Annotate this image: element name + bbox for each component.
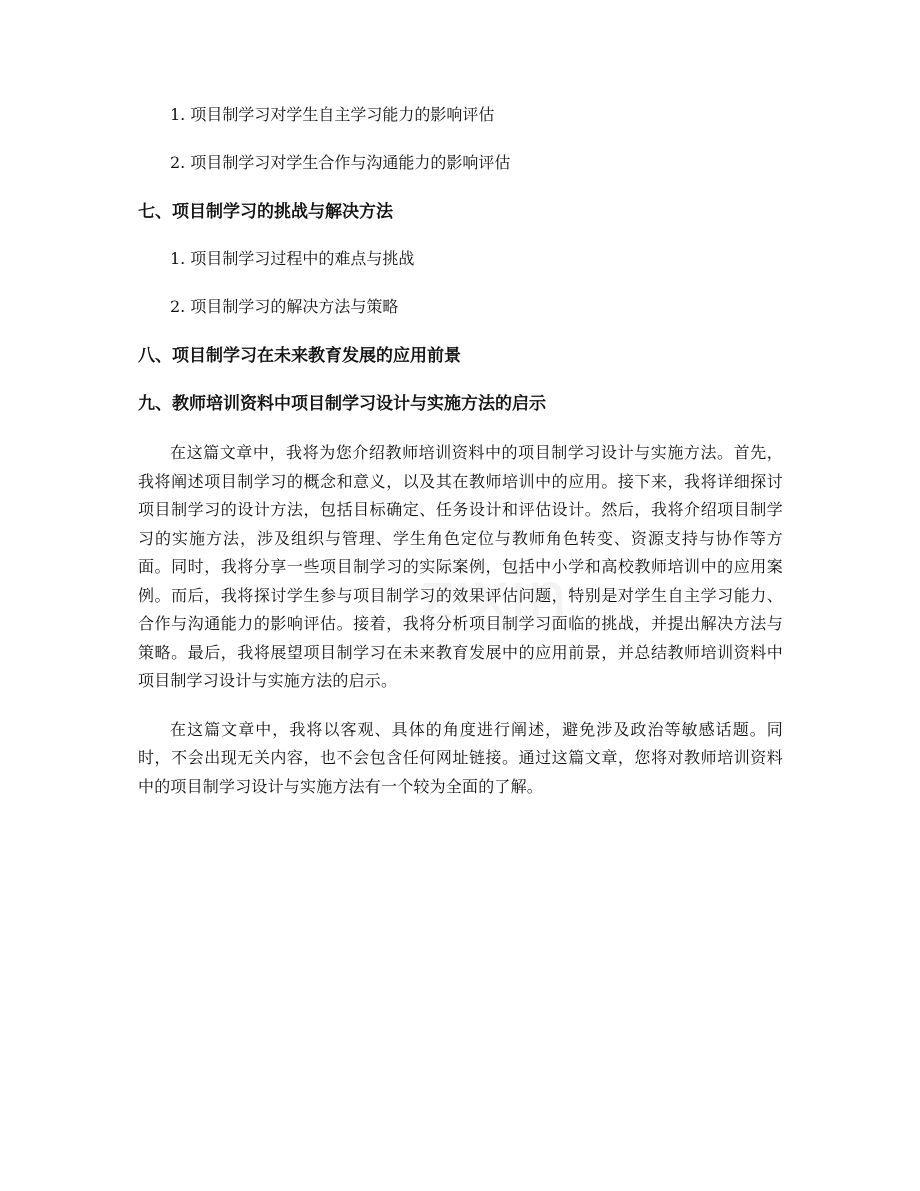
watermark: zixin (420, 560, 568, 634)
sub-item-cooperation-evaluation: 2. 项目制学习对学生合作与沟通能力的影响评估 (170, 153, 511, 172)
section-heading-8: 八、项目制学习在未来教育发展的应用前景 (138, 346, 461, 366)
sub-item-difficulties: 1. 项目制学习过程中的难点与挑战 (170, 249, 415, 268)
sub-item-solutions: 2. 项目制学习的解决方法与策略 (170, 297, 399, 316)
sub-item-self-learning-evaluation: 1. 项目制学习对学生自主学习能力的影响评估 (170, 105, 495, 124)
body-paragraph-overview: 在这篇文章中，我将为您介绍教师培训资料中的项目制学习设计与实施方法。首先，我将阐述项目制学习的概念和意义，以及其在教师培训中的应用。接下来，我将详细探讨项目制学习的设计方法，包括目标确定、任务设计和评估设计。然后，我将介绍项目制学习的实施方法，涉及组织与管理、学生角色定位与教师角色转变、资源支持与协作等方面。同时，我将分享一些项目制学习的实际案例，包括中小学和高校教师培训中的应用案例。而后，我将探讨学生参与项目制学习的效果评估问题，特别是对学生自主学习能力、合作与沟通能力的影响评估。接着，我将分析项目制学习面临的挑战，并提出解决方法与策略。最后，我将展望项目制学习在未来教育发展中的应用前景，并总结教师培训资料中项目制学习设计与实施方法的启示。 (138, 443, 783, 690)
body-paragraph-scope: 在这篇文章中，我将以客观、具体的角度进行阐述，避免涉及政治等敏感话题。同时，不会出现无关内容，也不会包含任何网址链接。通过这篇文章，您将对教师培训资料中的项目制学习设计与实施方法有一个较为全面的了解。 (138, 719, 783, 796)
document-content (138, 103, 783, 821)
section-heading-9: 九、教师培训资料中项目制学习设计与实施方法的启示 (138, 394, 546, 414)
section-heading-7: 七、项目制学习的挑战与解决方法 (138, 202, 393, 222)
